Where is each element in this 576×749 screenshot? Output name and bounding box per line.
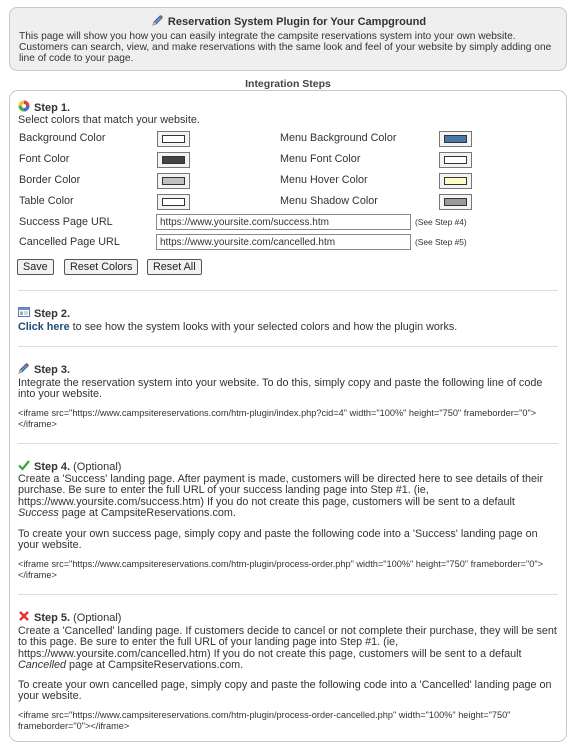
step4-optional: (Optional) [73, 461, 122, 473]
divider [18, 290, 558, 291]
success-url-label: Success Page URL [19, 216, 113, 228]
divider [18, 594, 558, 595]
step1-title: Step 1. [18, 100, 70, 114]
steps-panel [9, 90, 567, 742]
step4-instructions: To create your own success page, simply copy and paste the following code into a 'Success' landing page on your website. [18, 528, 538, 552]
step1-intro: Select colors that match your website. [18, 114, 200, 126]
window-icon [18, 306, 30, 318]
step5-title: Step 5. (Optional) [18, 610, 121, 624]
menu-font-color-label: Menu Font Color [280, 153, 361, 165]
table-color-picker[interactable] [157, 194, 190, 210]
step3-text: Integrate the reservation system into your website. To do this, simply copy and paste the following line of code into your website. [18, 377, 543, 401]
divider [18, 346, 558, 347]
reset-all-button[interactable]: Reset All [147, 259, 202, 275]
menu-hover-color-picker[interactable] [439, 173, 472, 189]
step2-text: Click here to see how the system looks with your selected colors and how the plugin works. [18, 321, 458, 333]
font-color-picker[interactable] [157, 152, 190, 168]
intro-panel [9, 7, 567, 71]
page-title [19, 14, 558, 30]
step3-title: Step 3. [18, 362, 70, 376]
success-url-input[interactable] [156, 214, 411, 230]
background-color-picker[interactable] [157, 131, 190, 147]
reset-colors-button[interactable]: Reset Colors [64, 259, 138, 275]
step5-code-snippet[interactable]: <iframe src="https://www.campsitereservations.com/htm-plugin/process-order-cancelled.php" width="100%" height="750" frameborder="0"></iframe> [18, 710, 511, 731]
step5-instructions: To create your own cancelled page, simply copy and paste the following code into a 'Cancelled' landing page on your website. [18, 679, 552, 703]
intro-description: This page will show you how you can easily integrate the campsite reservations system into your own website. Customers can search, view, and make reservations with the same look and feel of your website by simply adding one line of code to your page. [19, 31, 552, 65]
page-title-text: Reservation System Plugin for Your Campground [167, 16, 427, 28]
menu-font-color-picker[interactable] [439, 152, 472, 168]
success-url-note: (See Step #4) [415, 217, 467, 227]
cancelled-url-label: Cancelled Page URL [19, 236, 120, 248]
step3-code-snippet[interactable]: <iframe src="https://www.campsitereservations.com/htm-plugin/index.php?cid=4" width="100%" height="750" frameborder="0"></iframe> [18, 408, 537, 429]
menu-background-color-picker[interactable] [439, 131, 472, 147]
cancelled-url-input[interactable] [156, 234, 411, 250]
step4-text: Create a 'Success' landing page. After payment is made, customers will be directed here to see details of their purchase. Be sure to enter the full URL of your success landing page into Step #1. (ie, https://www.yoursite.com/success.htm) If you do not create this page, customers will be sent to a default Success page at CampsiteReservations.com. [18, 473, 544, 520]
font-color-label: Font Color [19, 153, 70, 165]
border-color-label: Border Color [19, 174, 81, 186]
menu-shadow-color-picker[interactable] [439, 194, 472, 210]
step5-text: Create a 'Cancelled' landing page. If customers decide to cancel or not complete their purchase, they will be sent to this page. Be sure to enter the full URL of your landing page into Step #1. (ie, https://www.yoursite.com/cancelled.htm) If you do not create this page, customers will be sent to a default Cancelled page at CampsiteReservations.com. [18, 625, 557, 672]
preview-link[interactable]: Click here [18, 321, 70, 333]
background-color-label: Background Color [19, 132, 106, 144]
menu-hover-color-label: Menu Hover Color [280, 174, 368, 186]
save-button[interactable]: Save [17, 259, 54, 275]
table-color-label: Table Color [19, 195, 74, 207]
step5-optional: (Optional) [73, 612, 122, 624]
checkmark-icon [18, 459, 30, 471]
color-wheel-icon [18, 100, 30, 112]
step2-title: Step 2. [18, 306, 70, 320]
pencil-icon [151, 14, 164, 27]
cancelled-url-note: (See Step #5) [415, 237, 467, 247]
steps-heading: Integration Steps [245, 78, 331, 90]
menu-shadow-color-label: Menu Shadow Color [280, 195, 378, 207]
menu-background-color-label: Menu Background Color [280, 132, 397, 144]
divider [18, 443, 558, 444]
cross-icon [18, 610, 30, 622]
pencil-icon [18, 362, 30, 374]
border-color-picker[interactable] [157, 173, 190, 189]
step4-code-snippet[interactable]: <iframe src="https://www.campsitereservations.com/htm-plugin/process-order.php" width="100%" height="750" frameborder="0"></iframe> [18, 559, 544, 580]
step4-title: Step 4. (Optional) [18, 459, 121, 473]
